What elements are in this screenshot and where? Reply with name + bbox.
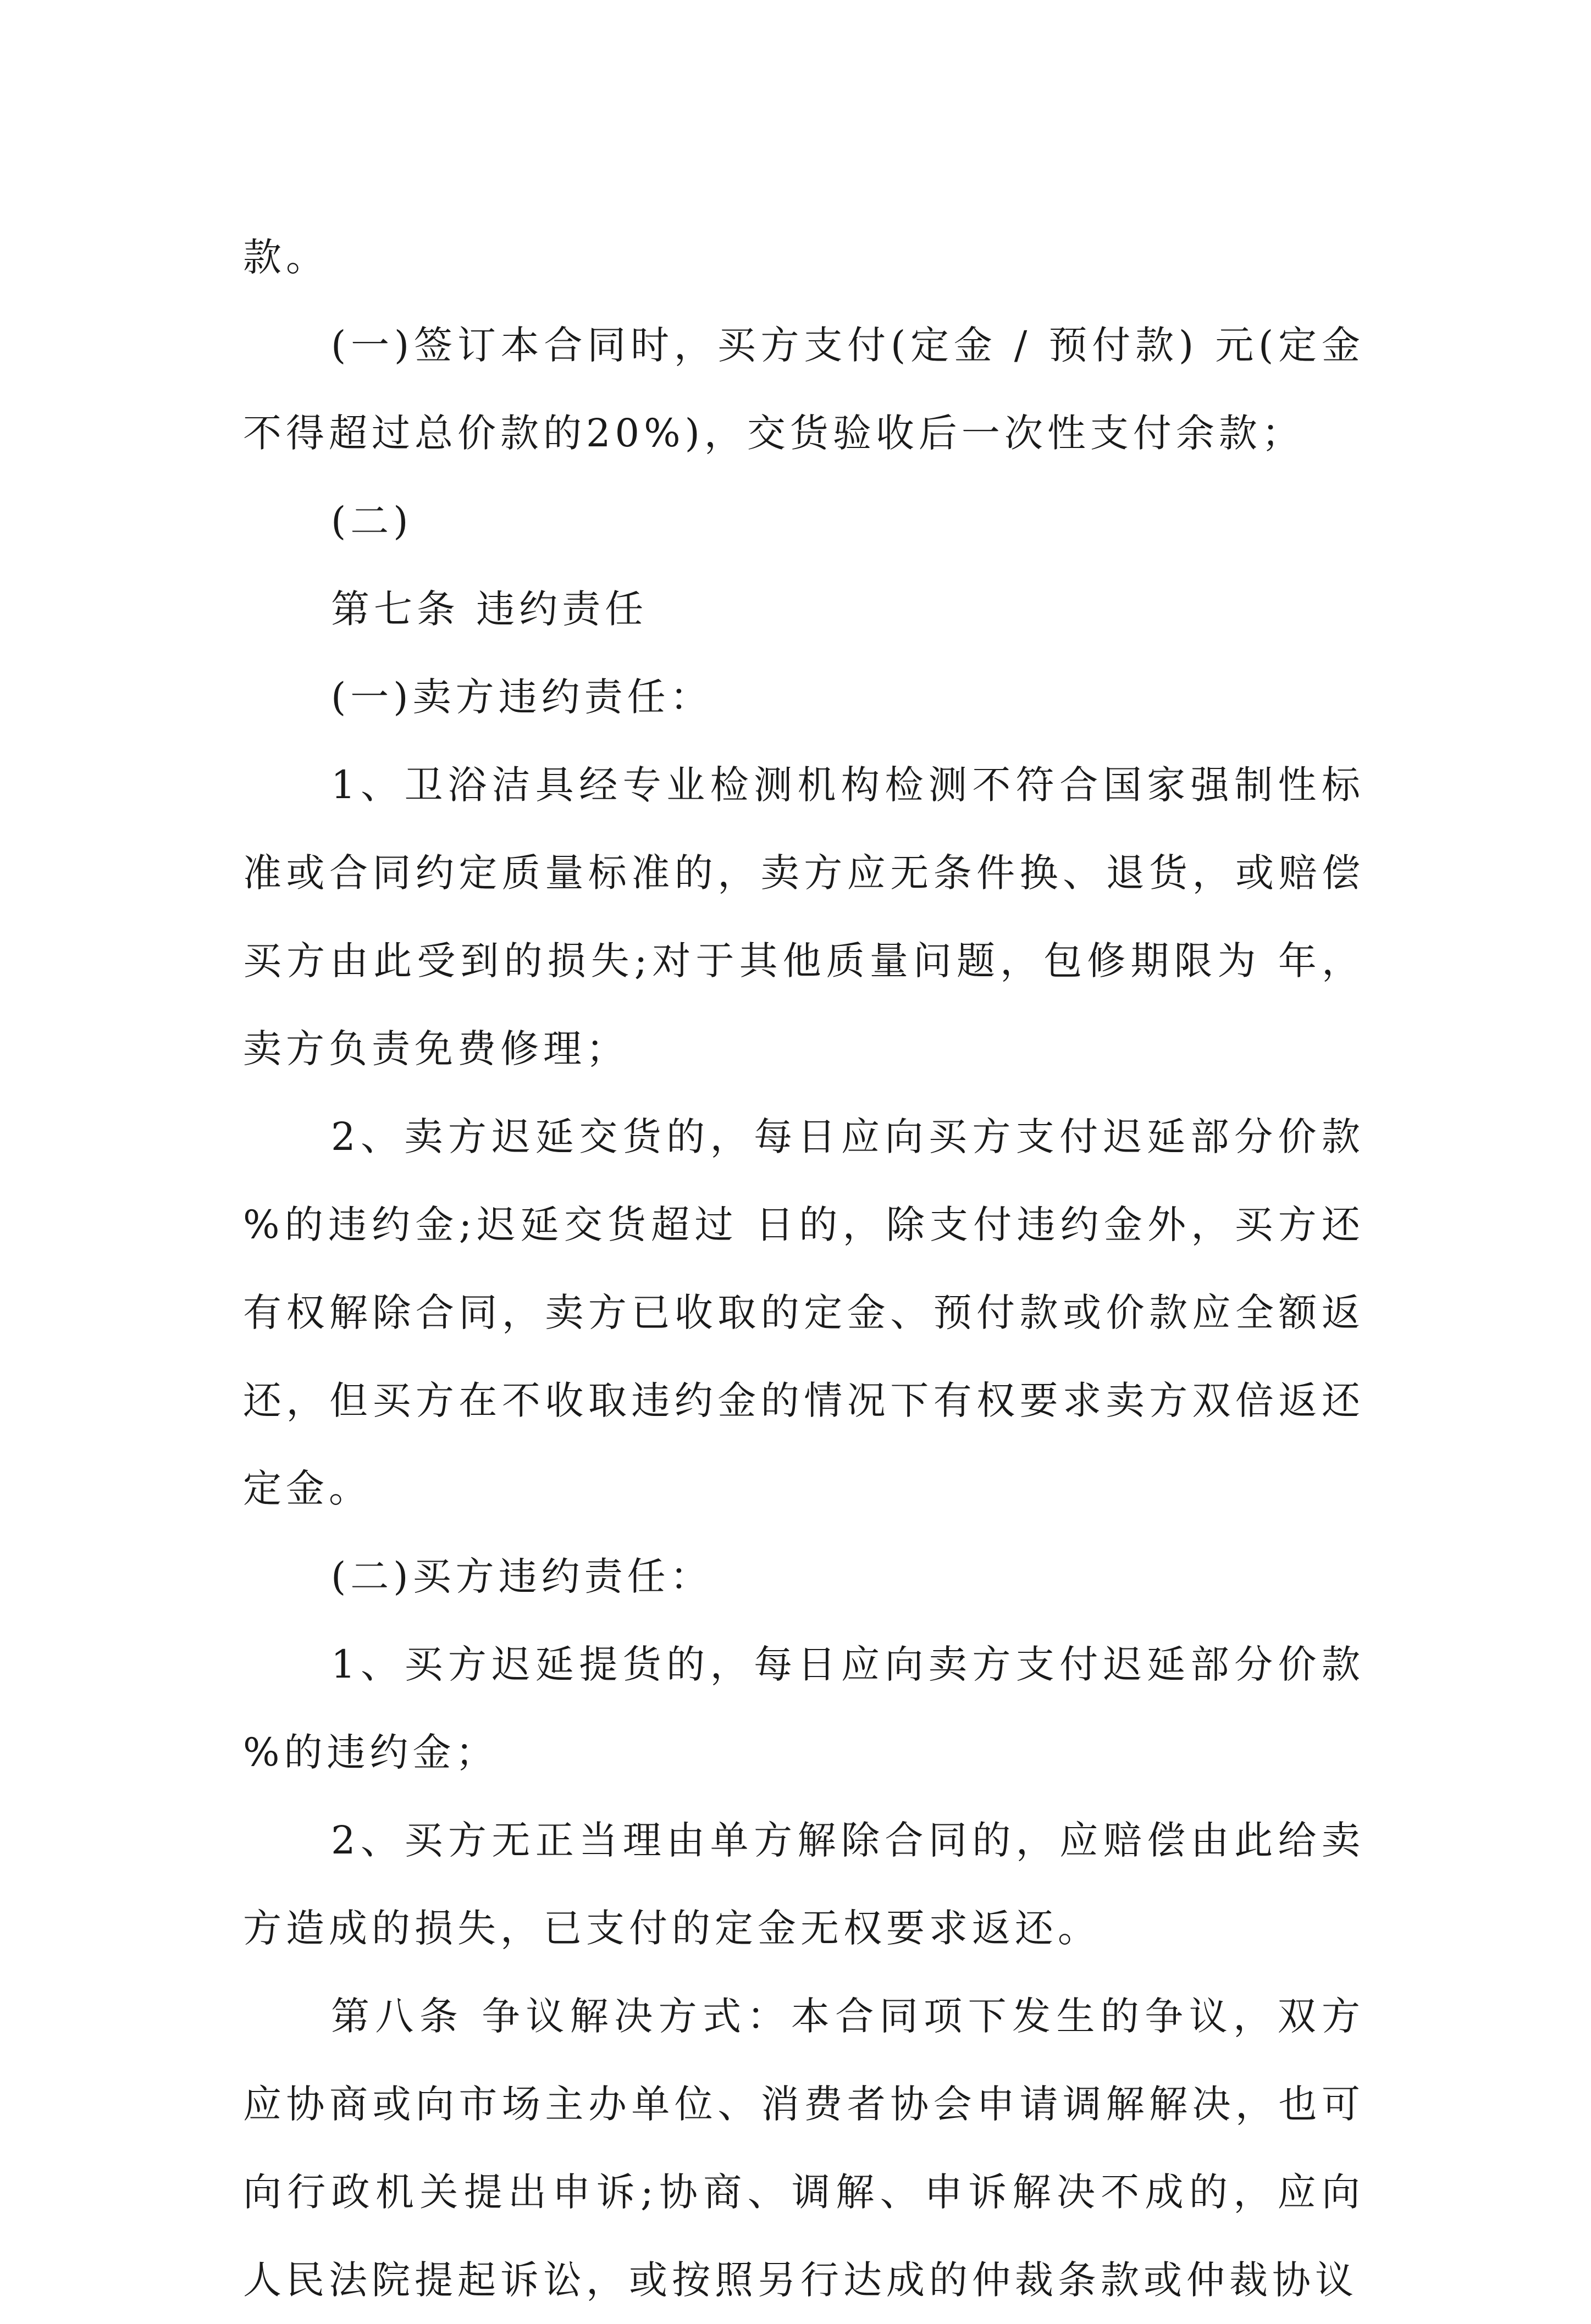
- seller-liability-heading: (一)卖方违约责任：: [331, 674, 713, 720]
- buyer-liability-item-1: 1、买方迟延提货的，每日应向卖方支付迟延部分价款 %的违约金；: [243, 1642, 1364, 1775]
- buyer-liability-item-2: 2、买方无正当理由单方解除合同的，应赔偿由此给卖方造成的损失，已支付的定金无权要求返还。: [243, 1818, 1364, 1951]
- seller-liability-item-2: 2、卖方迟延交货的，每日应向买方支付迟延部分价款 %的违约金;迟延交货超过 日的，除支付违约金外，买方还有权解除合同，卖方已收取的定金、预付款或价款应全额返还，但买方在不收取违约金的情况下有权要求卖方双倍返还定金。: [243, 1114, 1364, 1511]
- document-body: [243, 213, 1364, 2324]
- paragraph-payment-clause-1: (一)签订本合同时，买方支付(定金 / 预付款) 元(定金不得超过总价款的20%)，交货验收后一次性支付余款；: [243, 323, 1364, 456]
- paragraph-payment-clause-2: (二): [331, 499, 413, 544]
- article-8-dispute-resolution: 第八条 争议解决方式：本合同项下发生的争议，双方应协商或向市场主办单位、消费者协会申请调解解决，也可向行政机关提出申诉;协商、调解、申诉解决不成的，应向人民法院提起诉讼，或按照另行达成的仲裁条款或仲裁协议: [243, 1994, 1364, 2303]
- buyer-liability-heading: (二)买方违约责任：: [331, 1554, 713, 1599]
- article-7-heading: 第七条 违约责任: [331, 586, 648, 632]
- seller-liability-item-1: 1、卫浴洁具经专业检测机构检测不符合国家强制性标准或合同约定质量标准的，卖方应无条件换、退货，或赔偿买方由此受到的损失;对于其他质量问题，包修期限为 年，卖方负责免费修理；: [243, 762, 1364, 1071]
- paragraph-continuation: 款。: [243, 235, 329, 280]
